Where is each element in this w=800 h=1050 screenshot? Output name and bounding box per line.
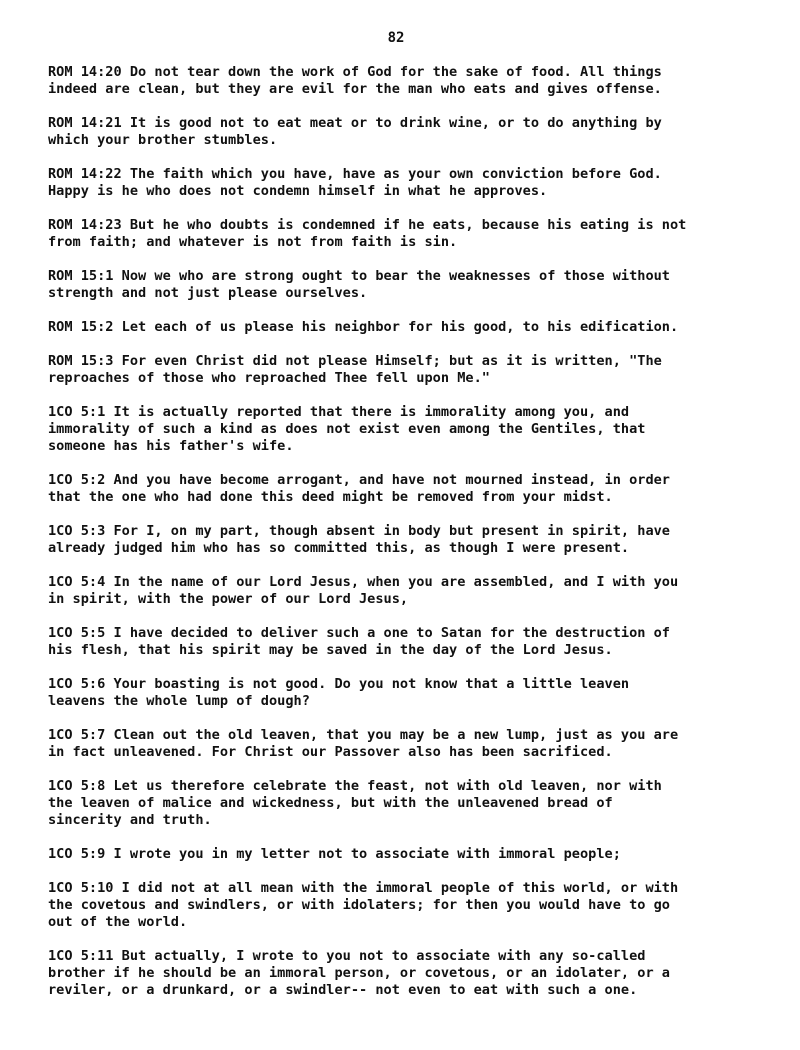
verse-line: from faith; and whatever is not from faith is sin.	[48, 234, 458, 250]
verse-rom-15-2	[48, 319, 748, 336]
verse-1co-5-8	[48, 778, 748, 829]
verse-line: brother if he should be an immoral person, or covetous, or an idolater, or a	[48, 965, 670, 981]
verse-1co-5-1	[48, 404, 748, 455]
verse-1co-5-6	[48, 676, 748, 710]
verse-line: ROM 14:22 The faith which you have, have as your own conviction before God.	[48, 166, 662, 182]
verse-line: out of the world.	[48, 914, 188, 930]
verse-line: the covetous and swindlers, or with idolaters; for then you would have to go	[48, 897, 670, 913]
verse-line: ROM 14:21 It is good not to eat meat or to drink wine, or to do anything by	[48, 115, 662, 131]
verse-line: ROM 15:2 Let each of us please his neighbor for his good, to his edification.	[48, 319, 679, 335]
verse-line: indeed are clean, but they are evil for the man who eats and gives offense.	[48, 81, 662, 97]
verse-line: 1CO 5:3 For I, on my part, though absent in body but present in spirit, have	[48, 523, 670, 539]
verse-1co-5-10	[48, 880, 748, 931]
verse-line: in spirit, with the power of our Lord Jesus,	[48, 591, 409, 607]
verse-1co-5-11	[48, 948, 748, 999]
verse-line: ROM 15:3 For even Christ did not please Himself; but as it is written, "The	[48, 353, 662, 369]
verse-rom-14-20	[48, 64, 748, 98]
verse-line: Happy is he who does not condemn himself in what he approves.	[48, 183, 548, 199]
verse-line: already judged him who has so committed this, as though I were present.	[48, 540, 630, 556]
verse-line: the leaven of malice and wickedness, but with the unleavened bread of	[48, 795, 613, 811]
verse-line: 1CO 5:10 I did not at all mean with the immoral people of this world, or with	[48, 880, 679, 896]
verse-line: ROM 15:1 Now we who are strong ought to bear the weaknesses of those without	[48, 268, 670, 284]
verse-line: 1CO 5:2 And you have become arrogant, and have not mourned instead, in order	[48, 472, 670, 488]
verse-rom-15-3	[48, 353, 748, 387]
verse-line: 1CO 5:7 Clean out the old leaven, that you may be a new lump, just as you are	[48, 727, 679, 743]
verse-line: 1CO 5:1 It is actually reported that there is immorality among you, and	[48, 404, 630, 420]
verse-line: 1CO 5:9 I wrote you in my letter not to associate with immoral people;	[48, 846, 621, 862]
verse-line: strength and not just please ourselves.	[48, 285, 368, 301]
page-number: 82	[387, 30, 405, 46]
verse-line: 1CO 5:6 Your boasting is not good. Do you not know that a little leaven	[48, 676, 630, 692]
verse-line: sincerity and truth.	[48, 812, 212, 828]
verse-rom-15-1	[48, 268, 748, 302]
verse-line: 1CO 5:11 But actually, I wrote to you not to associate with any so-called	[48, 948, 646, 964]
verse-1co-5-4	[48, 574, 748, 608]
verse-rom-14-23	[48, 217, 748, 251]
verse-list	[48, 64, 748, 1016]
verse-rom-14-21	[48, 115, 748, 149]
verse-line: 1CO 5:4 In the name of our Lord Jesus, when you are assembled, and I with you	[48, 574, 679, 590]
verse-1co-5-5	[48, 625, 748, 659]
verse-1co-5-2	[48, 472, 748, 506]
verse-line: immorality of such a kind as does not exist even among the Gentiles, that	[48, 421, 646, 437]
verse-line: which your brother stumbles.	[48, 132, 278, 148]
verse-line: ROM 14:20 Do not tear down the work of God for the sake of food. All things	[48, 64, 662, 80]
verse-line: reproaches of those who reproached Thee fell upon Me."	[48, 370, 490, 386]
verse-rom-14-22	[48, 166, 748, 200]
verse-line: in fact unleavened. For Christ our Passover also has been sacrificed.	[48, 744, 613, 760]
verse-line: 1CO 5:5 I have decided to deliver such a one to Satan for the destruction of	[48, 625, 670, 641]
verse-line: ROM 14:23 But he who doubts is condemned if he eats, because his eating is not	[48, 217, 687, 233]
verse-line: reviler, or a drunkard, or a swindler-- not even to eat with such a one.	[48, 982, 638, 998]
verse-line: someone has his father's wife.	[48, 438, 294, 454]
verse-1co-5-9	[48, 846, 748, 863]
verse-line: that the one who had done this deed might be removed from your midst.	[48, 489, 613, 505]
verse-line: his flesh, that his spirit may be saved in the day of the Lord Jesus.	[48, 642, 613, 658]
verse-1co-5-7	[48, 727, 748, 761]
verse-line: leavens the whole lump of dough?	[48, 693, 310, 709]
verse-line: 1CO 5:8 Let us therefore celebrate the feast, not with old leaven, nor with	[48, 778, 662, 794]
verse-1co-5-3	[48, 523, 748, 557]
